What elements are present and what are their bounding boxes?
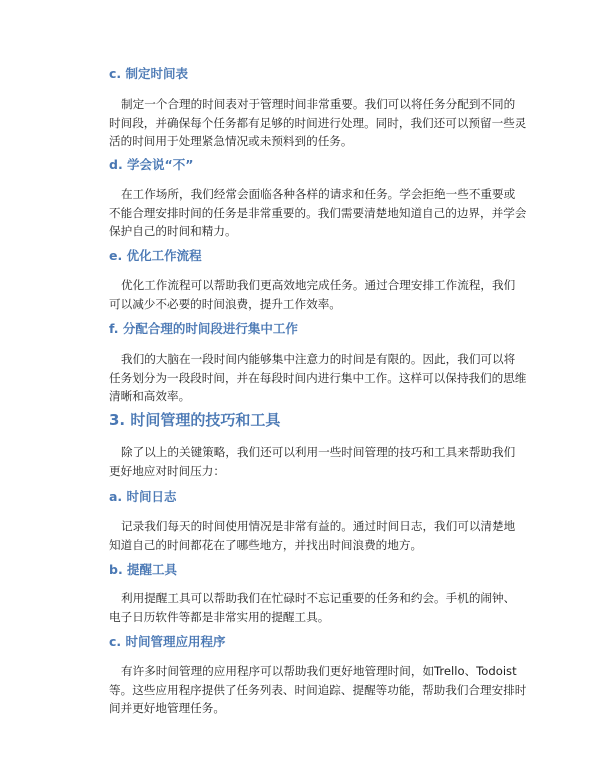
text-line: 保护自己的时间和精力。 <box>109 224 237 238</box>
text-line: 间并更好地管理任务。 <box>109 701 225 715</box>
text-line: 知道自己的时间都花在了哪些地方，并找出时间浪费的地方。 <box>109 537 423 552</box>
heading-focused-time-blocks: f. 分配合理的时间段进行集中工作 <box>109 321 298 336</box>
text-line: 不能合理安排时间的任务是非常重要的。我们需要清楚地知道自己的边界，并学会 <box>109 205 527 220</box>
heading-time-log: a. 时间日志 <box>109 489 177 504</box>
text-line: 利用提醒工具可以帮助我们在忙碌时不忘记重要的任务和约会。手机的闹钟、 <box>121 591 516 605</box>
text-line: 制定一个合理的时间表对于管理时间非常重要。我们可以将任务分配到不同的 <box>121 97 516 111</box>
paragraph-time-log <box>109 517 519 554</box>
text-line: 可以减少不必要的时间浪费，提升工作效率。 <box>109 296 341 311</box>
paragraph-optimize-workflow <box>109 276 519 313</box>
heading-learn-say-no: d. 学会说“不” <box>109 157 194 172</box>
text-line: 等。这些应用程序提供了任务列表、时间追踪、提醒等功能，帮助我们合理安排时 <box>109 682 527 697</box>
text-line: 时间段，并确保每个任务都有足够的时间进行处理。同时，我们还可以预留一些灵 <box>109 115 527 130</box>
section-title-tips-and-tools: 3. 时间管理的技巧和工具 <box>109 411 281 429</box>
text-line: 在工作场所，我们经常会面临各种各样的请求和任务。学会拒绝一些不重要或 <box>121 187 516 201</box>
text-line: 我们的大脑在一段时间内能够集中注意力的时间是有限的。因此，我们可以将 <box>121 352 516 366</box>
paragraph-time-management-apps <box>109 662 527 718</box>
text-line: 优化工作流程可以帮助我们更高效地完成任务。通过合理安排工作流程，我们 <box>121 278 516 292</box>
paragraph-tips-intro <box>109 443 519 480</box>
paragraph-learn-say-no <box>109 185 527 241</box>
heading-reminder-tools: b. 提醒工具 <box>109 562 178 577</box>
heading-make-schedule: c. 制定时间表 <box>109 66 189 81</box>
text-line: 更好地应对时间压力： <box>109 463 225 478</box>
text-line: 电子日历软件等都是非常实用的提醒工具。 <box>109 609 330 624</box>
paragraph-make-schedule <box>109 95 527 151</box>
heading-time-management-apps: c. 时间管理应用程序 <box>109 634 226 649</box>
text-line: 任务划分为一段段时间，并在每段时间内进行集中工作。这样可以保持我们的思维 <box>109 370 527 385</box>
text-line: 记录我们每天的时间使用情况是非常有益的。通过时间日志，我们可以清楚地 <box>121 519 516 533</box>
paragraph-focused-time-blocks <box>109 350 527 406</box>
text-line: 有许多时间管理的应用程序可以帮助我们更好地管理时间，如Trello、Todoist <box>121 664 517 678</box>
heading-optimize-workflow: e. 优化工作流程 <box>109 248 202 263</box>
text-line: 活的时间用于处理紧急情况或未预料到的任务。 <box>109 134 353 148</box>
paragraph-reminder-tools <box>109 589 519 626</box>
text-line: 除了以上的关键策略，我们还可以利用一些时间管理的技巧和工具来帮助我们 <box>121 445 516 459</box>
text-line: 清晰和高效率。 <box>109 389 191 403</box>
